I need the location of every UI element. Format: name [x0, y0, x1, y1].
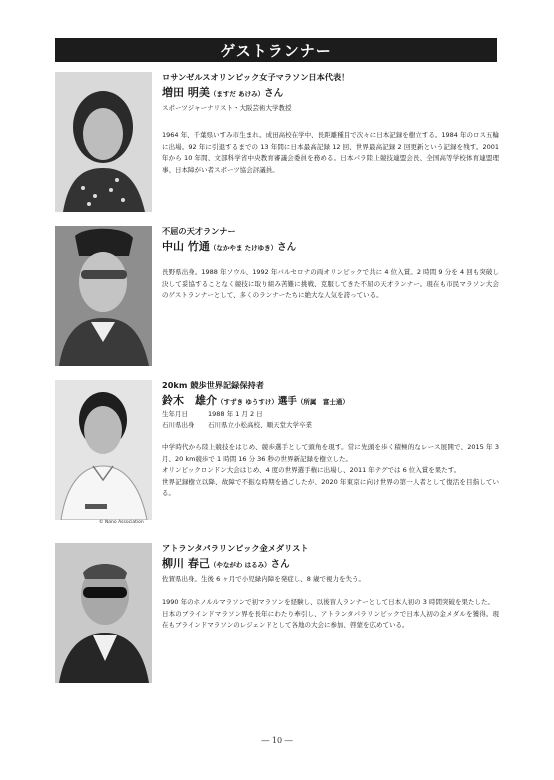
runner-name-reading: （ますだ あけみ） — [209, 90, 265, 98]
runner-tagline: ロサンゼルスオリンピック女子マラソン日本代表！ — [162, 72, 350, 82]
runner-name-row — [162, 392, 499, 409]
runner-bio — [162, 267, 499, 302]
runner-tagline: 不屈の天才ランナー — [162, 226, 236, 236]
runner-name-suffix: さん — [270, 559, 290, 570]
origin-row — [162, 420, 499, 431]
bio-paragraph: 中学時代から陸上競技をはじめ、競歩選手として頭角を現す。常に先頭を歩く積極的なレース展開で、2015 年 3 月、20 km競歩で 1 時間 16 分 36 秒の世界新記録を樹立した。 — [162, 443, 499, 463]
birthdate-label: 生年月日 — [162, 410, 188, 418]
portrait-photo-yanagawa — [55, 543, 152, 683]
runner-tagline: アトランタパラリンピック金メダリスト — [162, 543, 309, 553]
education-value: 石川県立小松高校、順天堂大学卒業 — [208, 421, 312, 429]
origin-label: 石川県出身 — [162, 421, 195, 429]
bio-paragraph: 世界記録樹立以降、故障で不振な時期を過ごしたが、2020 年東京に向け世界の第一人者として復活を目指している。 — [162, 477, 499, 498]
runner-name-reading: （なかやま たけゆき） — [209, 244, 278, 252]
portrait-photo-suzuki — [55, 380, 152, 520]
runner-bio — [162, 597, 499, 632]
bio-paragraph: 1990 年のホノルルマラソンで初マラソンを経験し、以後盲人ランナーとして日本人初の 3 時間突破を果たした。 — [162, 598, 494, 606]
runner-name-reading: （やながわ はるみ） — [209, 561, 271, 569]
bio-paragraph: 1964 年、千葉県いすみ市生まれ。成田高校在学中、長距離種目で次々に日本記録を樹立する。1984 年のロス五輪に出場。92 年に引退するまでの 13 年間に日本最高記録 12 回、世界最高記録 2 回更新という記録を残す。2001 年から 10 年間、文部科学省中央教育審議会委員を務める。日本パラ陸上競技連盟会長、全国高等学校体育連盟理事、日本障がい者スポーツ協会評議員。 — [162, 131, 499, 174]
runner-origin-note: 佐賀県出身。生後 6 ヶ月で小児緑内障を発症し、8 歳で視力を失う。 — [162, 575, 365, 583]
bio-paragraph: オリンピックロンドン大会はじめ、4 度の世界選手権に出場し、2011 年テグでは 6 位入賞を果たす。 — [162, 466, 461, 475]
portrait-photo-masuda — [55, 72, 152, 212]
runner-title: スポーツジャーナリスト・大阪芸術大学教授 — [162, 104, 292, 112]
runner-name: 鈴木 雄介 — [162, 394, 217, 407]
runner-name: 増田 明美 — [162, 86, 210, 99]
runner-bio — [162, 130, 499, 176]
birthdate-value: 1988 年 1 月 2 日 — [208, 410, 263, 418]
runner-name-reading: （すずき ゆうすけ） — [217, 398, 278, 406]
runner-name-row — [162, 555, 499, 572]
bio-paragraph: 長野県出身。1988 年ソウル、1992 年バルセロナの両オリンピックで共に 4 位入賞。2 時間 9 分を 4 回も突破し決して妥協することなく競技に取り組み苦難に挑戦、克服してきた不屈の天才ランナー。現在も市民マラソン大会のゲストランナーとして、多くのランナーたちに絶大な人気を誇っている。 — [162, 268, 499, 300]
runner-name-row — [162, 84, 499, 101]
runner-affiliation: （所属 富士通） — [296, 398, 349, 406]
photo-credit: © Nano Association — [99, 520, 144, 525]
page-number: ― 10 ― — [261, 736, 293, 745]
runner-name-suffix: さん — [264, 88, 284, 99]
runner-name-suffix: さん — [277, 242, 297, 253]
runner-tagline: 20km 競歩世界記録保持者 — [162, 380, 264, 390]
birthdate-row — [162, 409, 499, 420]
runner-name: 柳川 春己 — [162, 557, 210, 570]
runner-name: 中山 竹通 — [162, 240, 210, 253]
runner-bio — [162, 442, 499, 500]
bio-paragraph: 日本のブラインドマラソン界を長年にわたり牽引し、アトランタパラリンピックで日本人初の金メダルを獲得。現在もブラインドマラソンのレジェンドとして各地の大会に参加、啓蒙を広めている。 — [162, 609, 499, 630]
runner-name-suffix: 選手 — [277, 396, 297, 407]
runner-name-row — [162, 238, 499, 255]
portrait-photo-nakayama — [55, 226, 152, 366]
page-title: ゲストランナー — [55, 38, 497, 62]
